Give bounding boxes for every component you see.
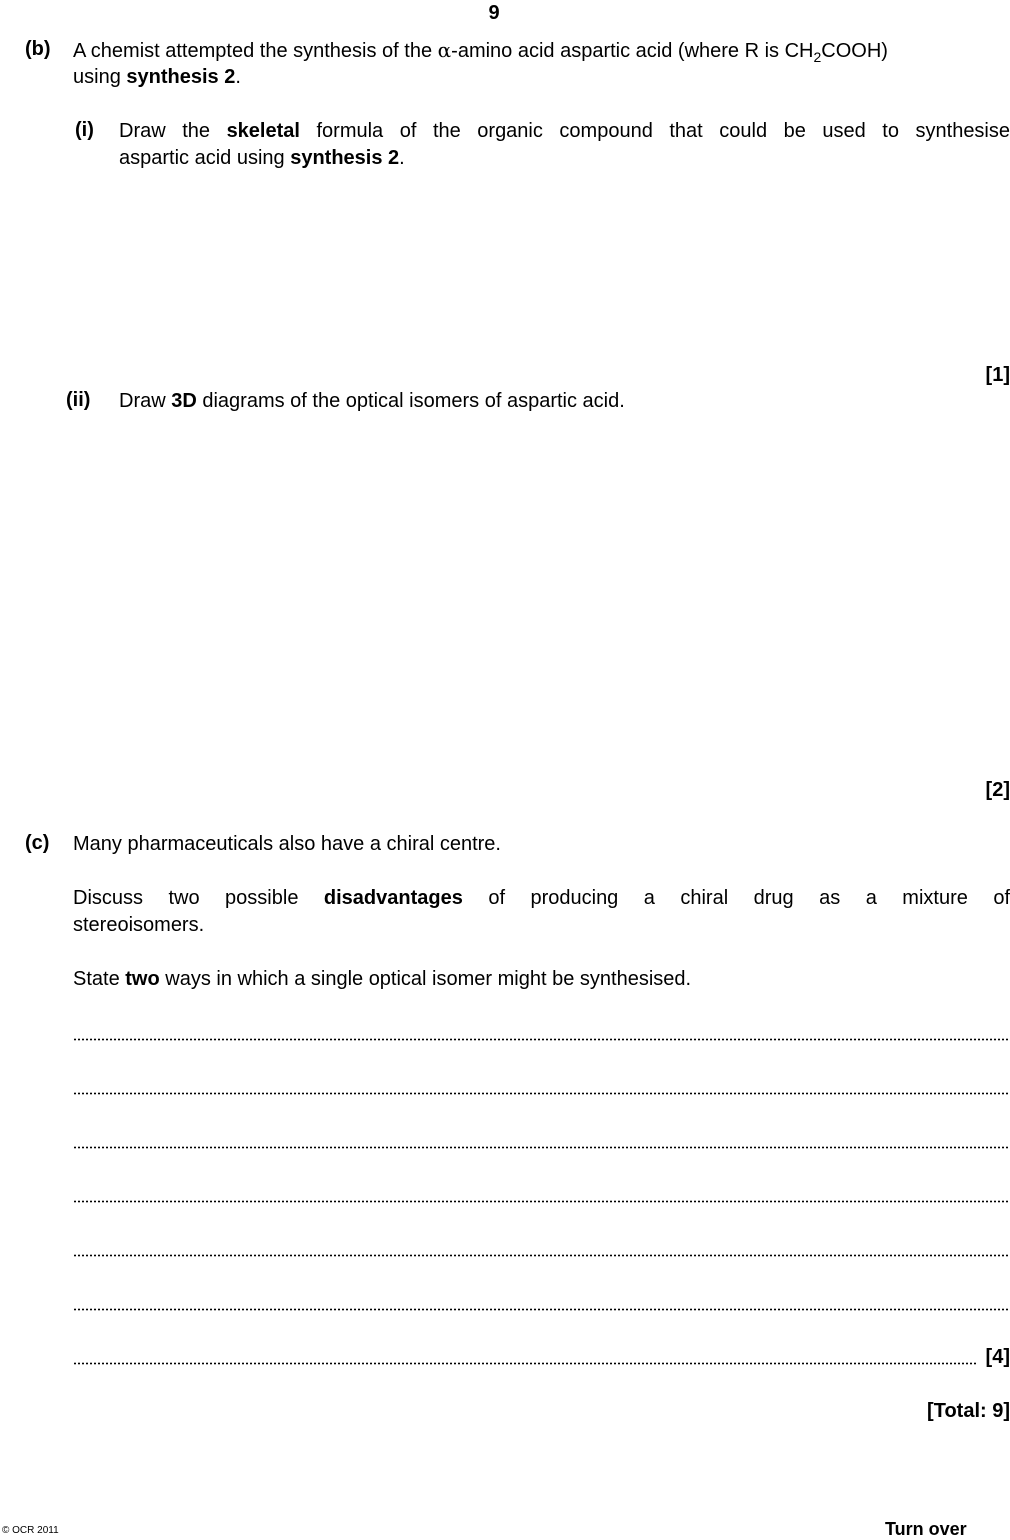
part-b-i-question-line1: Draw the skeletal formula of the organic compound that could be used to synthesise bbox=[119, 120, 1010, 142]
copyright-notice: © OCR 2011 bbox=[2, 1525, 59, 1536]
answer-space-skeletal-formula[interactable] bbox=[119, 180, 999, 350]
answer-line[interactable] bbox=[73, 1092, 1009, 1095]
part-c-label: (c) bbox=[25, 832, 50, 854]
part-b-i-question-line2: aspartic acid using synthesis 2. bbox=[119, 147, 405, 169]
turn-over-label: Turn over bbox=[885, 1519, 967, 1539]
part-b-i-marks: [1] bbox=[985, 364, 1010, 386]
total-marks: [Total: 9] bbox=[927, 1400, 1010, 1422]
part-b-stem-line1: A chemist attempted the synthesis of the α-amino acid aspartic acid (where R is $CH_2COOH$) bbox=[73, 38, 888, 65]
part-b-ii-label: (ii) bbox=[66, 389, 91, 411]
part-c-discuss-line1: Discuss two possible disadvantages of producing a chiral drug as a mixture of bbox=[73, 887, 1010, 909]
part-c-marks: [4] bbox=[985, 1346, 1010, 1368]
answer-line[interactable] bbox=[73, 1038, 1009, 1041]
part-c-state: State two ways in which a single optical isomer might be synthesised. bbox=[73, 968, 692, 990]
part-b-i-label: (i) bbox=[75, 119, 94, 141]
answer-line[interactable] bbox=[73, 1200, 1009, 1203]
part-b-label: (b) bbox=[25, 38, 51, 60]
part-b-ii-marks: [2] bbox=[985, 779, 1010, 801]
answer-space-3d-diagrams[interactable] bbox=[119, 425, 999, 765]
page-number: 9 bbox=[488, 2, 500, 24]
answer-line[interactable] bbox=[73, 1146, 1009, 1149]
part-c-discuss-line2: stereoisomers. bbox=[73, 914, 205, 936]
part-c-intro: Many pharmaceuticals also have a chiral centre. bbox=[73, 833, 501, 855]
answer-line[interactable] bbox=[73, 1254, 1009, 1257]
part-b-stem-line2: using synthesis 2. bbox=[73, 66, 241, 88]
part-b-ii-question: Draw 3D diagrams of the optical isomers of aspartic acid. bbox=[119, 390, 625, 412]
answer-line[interactable] bbox=[73, 1308, 1009, 1311]
